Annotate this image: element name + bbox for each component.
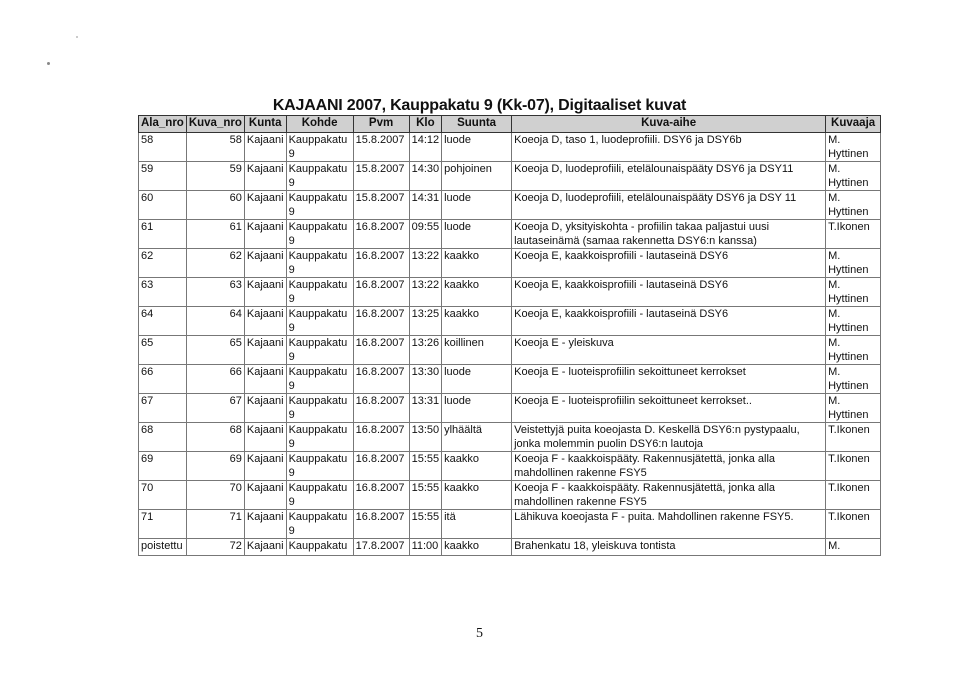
column-header: Pvm bbox=[353, 116, 409, 133]
table-cell: 71 bbox=[186, 510, 244, 539]
table-cell: luode bbox=[442, 394, 512, 423]
table-cell: 16.8.2007 bbox=[353, 394, 409, 423]
column-header: Kunta bbox=[244, 116, 286, 133]
table-row bbox=[139, 365, 881, 394]
table-cell: 16.8.2007 bbox=[353, 307, 409, 336]
table-row bbox=[139, 162, 881, 191]
table-cell: 60 bbox=[186, 191, 244, 220]
table-cell: 16.8.2007 bbox=[353, 510, 409, 539]
table-cell: M. Hyttinen bbox=[826, 133, 881, 162]
table-row bbox=[139, 423, 881, 452]
table-cell: Koeoja D, luodeprofiili, etelälounaispääty DSY6 ja DSY 11 bbox=[512, 191, 826, 220]
table-cell: kaakko bbox=[442, 249, 512, 278]
column-header: Kuva_nro bbox=[186, 116, 244, 133]
table-cell: ylhäältä bbox=[442, 423, 512, 452]
table-cell: 58 bbox=[186, 133, 244, 162]
table-row bbox=[139, 307, 881, 336]
table-row bbox=[139, 220, 881, 249]
table-cell: 13:25 bbox=[409, 307, 442, 336]
table-cell: 16.8.2007 bbox=[353, 249, 409, 278]
table-cell: 68 bbox=[139, 423, 187, 452]
table-cell: 72 bbox=[186, 539, 244, 556]
table-row bbox=[139, 481, 881, 510]
table-cell: 59 bbox=[186, 162, 244, 191]
table-cell: Kajaani bbox=[244, 452, 286, 481]
table-cell: 15:55 bbox=[409, 481, 442, 510]
table-cell: 15.8.2007 bbox=[353, 191, 409, 220]
table-cell: Kajaani bbox=[244, 220, 286, 249]
table-cell: Kajaani bbox=[244, 162, 286, 191]
table-cell: 13:22 bbox=[409, 278, 442, 307]
table-cell: T.Ikonen bbox=[826, 510, 881, 539]
table-cell: Kauppakatu 9 bbox=[286, 481, 353, 510]
table-cell: koillinen bbox=[442, 336, 512, 365]
table-cell: 66 bbox=[186, 365, 244, 394]
table-cell: Kajaani bbox=[244, 249, 286, 278]
table-cell: 68 bbox=[186, 423, 244, 452]
table-cell: 61 bbox=[139, 220, 187, 249]
table-cell: 15:55 bbox=[409, 452, 442, 481]
table-cell: luode bbox=[442, 133, 512, 162]
table-cell: Koeoja D, yksityiskohta - profiilin takaa paljastui uusi lautaseinämä (samaa rakennetta DSY6:n kanssa) bbox=[512, 220, 826, 249]
table-cell: Kajaani bbox=[244, 394, 286, 423]
table-cell: Kauppakatu 9 bbox=[286, 452, 353, 481]
table-cell: Kauppakatu 9 bbox=[286, 278, 353, 307]
table-cell: 15:55 bbox=[409, 510, 442, 539]
photo-catalog-table bbox=[138, 115, 881, 556]
table-cell: M. Hyttinen bbox=[826, 278, 881, 307]
column-header: Ala_nro bbox=[139, 116, 187, 133]
table-row bbox=[139, 191, 881, 220]
table-cell: 13:30 bbox=[409, 365, 442, 394]
table-cell: 16.8.2007 bbox=[353, 481, 409, 510]
table-cell: T.Ikonen bbox=[826, 220, 881, 249]
table-cell: Kajaani bbox=[244, 278, 286, 307]
table-cell: 14:31 bbox=[409, 191, 442, 220]
table-cell: kaakko bbox=[442, 452, 512, 481]
column-header: Kuva-aihe bbox=[512, 116, 826, 133]
table-cell: 16.8.2007 bbox=[353, 278, 409, 307]
table-cell: T.Ikonen bbox=[826, 452, 881, 481]
page-number: 5 bbox=[476, 626, 483, 641]
table-cell: 65 bbox=[139, 336, 187, 365]
table-cell: luode bbox=[442, 220, 512, 249]
table-cell: Kauppakatu 9 bbox=[286, 365, 353, 394]
table-cell: Koeoja E, kaakkoisprofiili - lautaseinä DSY6 bbox=[512, 307, 826, 336]
table-cell: Kauppakatu 9 bbox=[286, 394, 353, 423]
table-cell: Brahenkatu 18, yleiskuva tontista bbox=[512, 539, 826, 556]
table-cell: 65 bbox=[186, 336, 244, 365]
table-cell: 63 bbox=[186, 278, 244, 307]
table-cell: Kauppakatu 9 bbox=[286, 162, 353, 191]
table-cell: 13:50 bbox=[409, 423, 442, 452]
table-cell: 11:00 bbox=[409, 539, 442, 556]
table-row bbox=[139, 539, 881, 556]
scan-speck bbox=[76, 36, 78, 38]
table-cell: Kajaani bbox=[244, 365, 286, 394]
table-cell: Kauppakatu 9 bbox=[286, 510, 353, 539]
table-cell: 69 bbox=[186, 452, 244, 481]
table-cell: itä bbox=[442, 510, 512, 539]
table-cell: poistettu bbox=[139, 539, 187, 556]
table-cell: 09:55 bbox=[409, 220, 442, 249]
table-cell: 61 bbox=[186, 220, 244, 249]
table-cell: T.Ikonen bbox=[826, 423, 881, 452]
table-cell: 17.8.2007 bbox=[353, 539, 409, 556]
table-cell: Kajaani bbox=[244, 510, 286, 539]
table-cell: 16.8.2007 bbox=[353, 365, 409, 394]
table-cell: Koeoja E, kaakkoisprofiili - lautaseinä DSY6 bbox=[512, 249, 826, 278]
table-cell: 59 bbox=[139, 162, 187, 191]
table-cell: kaakko bbox=[442, 307, 512, 336]
table-cell: 66 bbox=[139, 365, 187, 394]
table-cell: 71 bbox=[139, 510, 187, 539]
table-cell: M. Hyttinen bbox=[826, 307, 881, 336]
table-cell: Kajaani bbox=[244, 191, 286, 220]
table-cell: Kajaani bbox=[244, 539, 286, 556]
table-cell: 16.8.2007 bbox=[353, 220, 409, 249]
table-cell: 15.8.2007 bbox=[353, 133, 409, 162]
table-cell: Kauppakatu 9 bbox=[286, 191, 353, 220]
table-cell: 16.8.2007 bbox=[353, 423, 409, 452]
table-cell: Veistettyjä puita koeojasta D. Keskellä DSY6:n pystypaalu, jonka molemmin puolin DSY6:n lautoja bbox=[512, 423, 826, 452]
column-header: Kuvaaja bbox=[826, 116, 881, 133]
table-cell: kaakko bbox=[442, 278, 512, 307]
table-header bbox=[139, 116, 881, 133]
table-cell: 70 bbox=[139, 481, 187, 510]
table-cell: 13:26 bbox=[409, 336, 442, 365]
table-cell: 13:22 bbox=[409, 249, 442, 278]
table-cell: Kauppakatu bbox=[286, 539, 353, 556]
table-cell: 67 bbox=[186, 394, 244, 423]
table-row bbox=[139, 452, 881, 481]
table-cell: 67 bbox=[139, 394, 187, 423]
table-cell: Kauppakatu 9 bbox=[286, 423, 353, 452]
table-cell: 14:12 bbox=[409, 133, 442, 162]
table-cell: Kauppakatu 9 bbox=[286, 220, 353, 249]
table-cell: M. bbox=[826, 539, 881, 556]
table-cell: 16.8.2007 bbox=[353, 452, 409, 481]
table-cell: pohjoinen bbox=[442, 162, 512, 191]
table-row bbox=[139, 510, 881, 539]
scan-speck bbox=[47, 62, 50, 65]
table-cell: M. Hyttinen bbox=[826, 365, 881, 394]
table-cell: 14:30 bbox=[409, 162, 442, 191]
table-body bbox=[139, 133, 881, 556]
table-cell: 58 bbox=[139, 133, 187, 162]
table-cell: luode bbox=[442, 191, 512, 220]
table-cell: T.Ikonen bbox=[826, 481, 881, 510]
table-cell: Koeoja E - luoteisprofiilin sekoittuneet kerrokset bbox=[512, 365, 826, 394]
table-cell: Kauppakatu 9 bbox=[286, 307, 353, 336]
table-cell: Kajaani bbox=[244, 481, 286, 510]
table-cell: Koeoja E - yleiskuva bbox=[512, 336, 826, 365]
table-cell: Koeoja F - kaakkoispääty. Rakennusjätettä, jonka alla mahdollinen rakenne FSY5 bbox=[512, 481, 826, 510]
table-cell: Kajaani bbox=[244, 423, 286, 452]
table-cell: 64 bbox=[139, 307, 187, 336]
table-cell: M. Hyttinen bbox=[826, 394, 881, 423]
column-header: Suunta bbox=[442, 116, 512, 133]
table-cell: Koeoja E - luoteisprofiilin sekoittuneet kerrokset.. bbox=[512, 394, 826, 423]
table-cell: Kauppakatu 9 bbox=[286, 336, 353, 365]
header-row bbox=[139, 116, 881, 133]
table-cell: 60 bbox=[139, 191, 187, 220]
table-cell: M. Hyttinen bbox=[826, 191, 881, 220]
table-cell: Kajaani bbox=[244, 336, 286, 365]
table-cell: 62 bbox=[186, 249, 244, 278]
table-cell: Kajaani bbox=[244, 133, 286, 162]
table-cell: M. Hyttinen bbox=[826, 162, 881, 191]
table-cell: 15.8.2007 bbox=[353, 162, 409, 191]
table-row bbox=[139, 278, 881, 307]
table-row bbox=[139, 394, 881, 423]
table-cell: Lähikuva koeojasta F - puita. Mahdollinen rakenne FSY5. bbox=[512, 510, 826, 539]
table-cell: Koeoja F - kaakkoispääty. Rakennusjätettä, jonka alla mahdollinen rakenne FSY5 bbox=[512, 452, 826, 481]
table-cell: 64 bbox=[186, 307, 244, 336]
column-header: Klo bbox=[409, 116, 442, 133]
table-row bbox=[139, 133, 881, 162]
table-cell: Koeoja D, luodeprofiili, etelälounaispääty DSY6 ja DSY11 bbox=[512, 162, 826, 191]
table-cell: 13:31 bbox=[409, 394, 442, 423]
table-cell: Kauppakatu 9 bbox=[286, 249, 353, 278]
table-cell: kaakko bbox=[442, 539, 512, 556]
page-title: KAJAANI 2007, Kauppakatu 9 (Kk-07), Digitaaliset kuvat bbox=[272, 97, 687, 114]
table-cell: 16.8.2007 bbox=[353, 336, 409, 365]
table-cell: 70 bbox=[186, 481, 244, 510]
table-cell: 69 bbox=[139, 452, 187, 481]
column-header: Kohde bbox=[286, 116, 353, 133]
table-cell: luode bbox=[442, 365, 512, 394]
table-cell: M. Hyttinen bbox=[826, 336, 881, 365]
table-cell: Kauppakatu 9 bbox=[286, 133, 353, 162]
table-cell: Koeoja E, kaakkoisprofiili - lautaseinä DSY6 bbox=[512, 278, 826, 307]
table-cell: Kajaani bbox=[244, 307, 286, 336]
table-cell: M. Hyttinen bbox=[826, 249, 881, 278]
table-cell: Koeoja D, taso 1, luodeprofiili. DSY6 ja DSY6b bbox=[512, 133, 826, 162]
table-row bbox=[139, 249, 881, 278]
table-row bbox=[139, 336, 881, 365]
table-cell: kaakko bbox=[442, 481, 512, 510]
table-cell: 62 bbox=[139, 249, 187, 278]
table-cell: 63 bbox=[139, 278, 187, 307]
